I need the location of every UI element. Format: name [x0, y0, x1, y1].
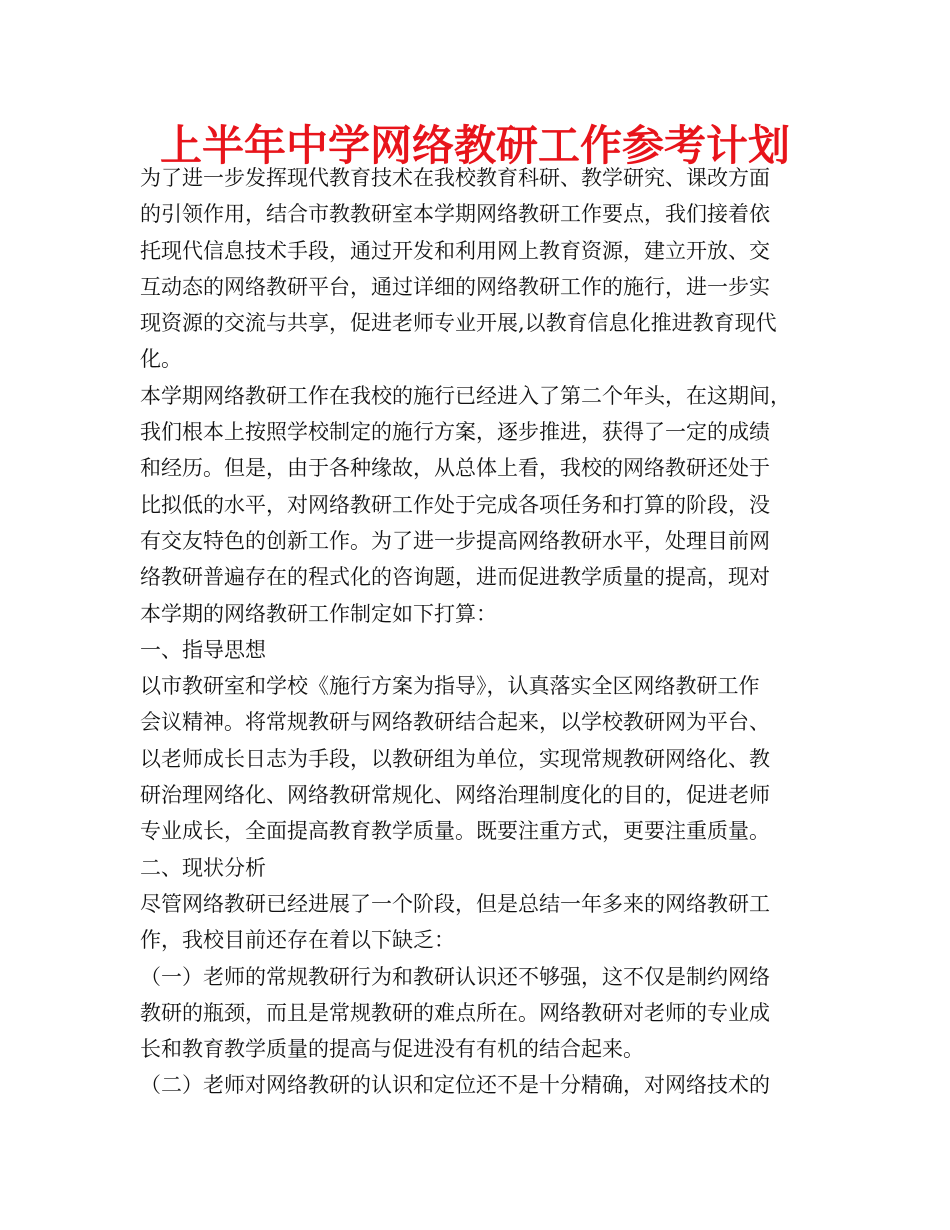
body-line: 互动态的网络教研平台，通过详细的网络教研工作的施行，进一步实 [140, 274, 770, 299]
body-line: 以老师成长日志为手段，以教研组为单位，实现常规教研网络化、教 [140, 746, 770, 771]
body-line: 有交友特色的创新工作。为了进一步提高网络教研水平，处理目前网 [140, 528, 770, 553]
body-line: （一）老师的常规教研行为和教研认识还不够强，这不仅是制约网络 [140, 964, 770, 989]
body-line: 我们根本上按照学校制定的施行方案，逐步推进，获得了一定的成绩 [140, 420, 770, 445]
body-line: 研治理网络化、网络教研常规化、网络治理制度化的目的，促进老师 [140, 783, 770, 808]
section-heading: 二、现状分析 [140, 855, 266, 880]
body-line: 化。 [140, 347, 182, 372]
body-line: 现资源的交流与共享，促进老师专业开展,以教育信息化推进教育现代 [140, 311, 777, 336]
body-line: 本学期网络教研工作在我校的施行已经进入了第二个年头，在这期间， [140, 383, 791, 408]
body-line: 比拟低的水平，对网络教研工作处于完成各项任务和打算的阶段，没 [140, 492, 770, 517]
body-line: 以市教研室和学校《施行方案为指导》，认真落实全区网络教研工作 [140, 674, 760, 699]
body-line: 作，我校目前还存在着以下缺乏： [140, 928, 455, 953]
body-line: 尽管网络教研已经进展了一个阶段，但是总结一年多来的网络教研工 [140, 891, 770, 916]
document-title: 上半年中学网络教研工作参考计划 [159, 121, 790, 170]
section-heading: 一、指导思想 [140, 637, 266, 662]
body-line: 本学期的网络教研工作制定如下打算： [140, 601, 497, 626]
body-line: 和经历。但是，由于各种缘故，从总体上看，我校的网络教研还处于 [140, 456, 770, 481]
body-line: 托现代信息技术手段，通过开发和利用网上教育资源，建立开放、交 [140, 238, 770, 263]
body-line: 长和教育教学质量的提高与促进没有有机的结合起来。 [140, 1037, 644, 1062]
body-line: （二）老师对网络教研的认识和定位还不是十分精确，对网络技术的 [140, 1073, 770, 1098]
body-line: 络教研普遍存在的程式化的咨询题，进而促进教学质量的提高，现对 [140, 565, 770, 590]
body-line: 为了进一步发挥现代教育技术在我校教育科研、教学研究、课改方面 [140, 166, 770, 190]
body-line: 的引领作用，结合市教教研室本学期网络教研工作要点，我们接着依 [140, 202, 770, 227]
document-body [140, 160, 840, 1104]
body-line: 专业成长，全面提高教育教学质量。既要注重方式，更要注重质量。 [140, 819, 770, 844]
body-line: 教研的瓶颈，而且是常规教研的难点所在。网络教研对老师的专业成 [140, 1000, 770, 1025]
body-line: 会议精神。将常规教研与网络教研结合起来，以学校教研网为平台、 [140, 710, 770, 735]
